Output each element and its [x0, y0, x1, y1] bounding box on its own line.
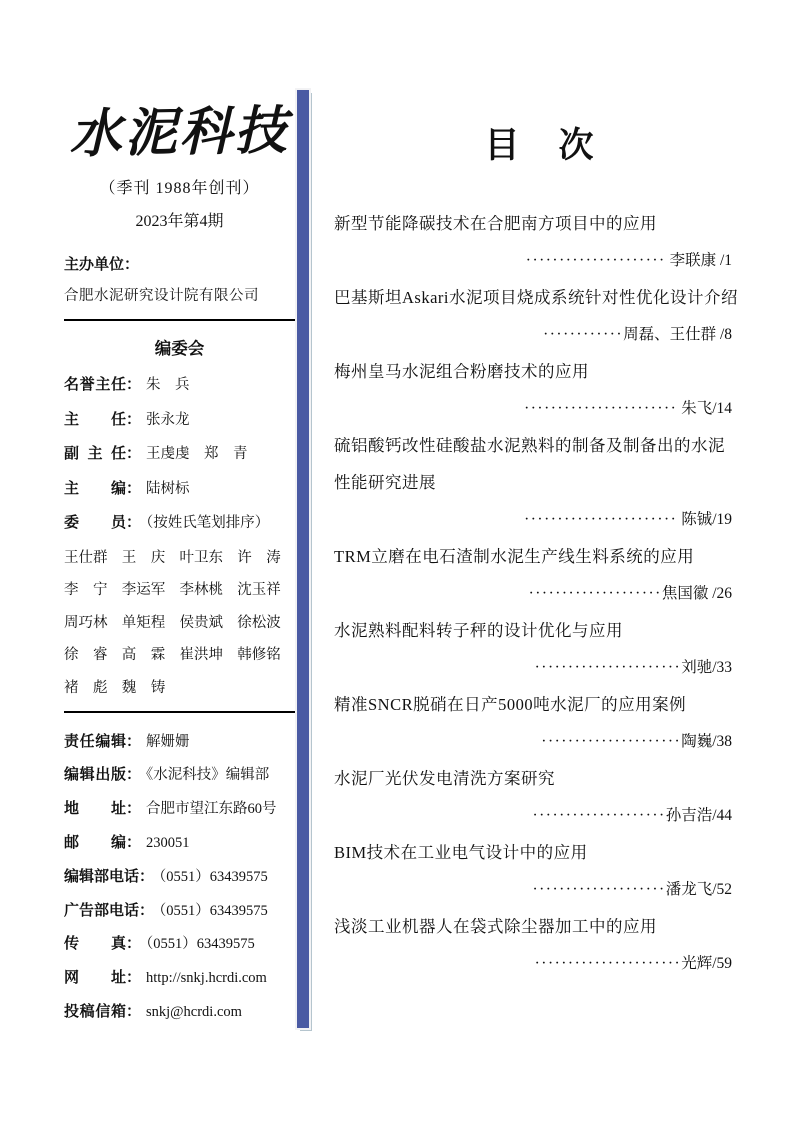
- toc-entry-author-page: 刘驰/33: [681, 659, 732, 676]
- board-row: [64, 511, 295, 532]
- publication-row-label: 广告部电话: [64, 901, 140, 919]
- publication-row: [64, 966, 295, 987]
- toc-entry: [334, 686, 746, 760]
- toc-entry-author-page: 潘龙飞/52: [665, 881, 732, 898]
- board-row: [64, 477, 295, 498]
- member-row: [64, 546, 295, 567]
- board-row-colon: ：: [126, 410, 142, 428]
- member-row: [64, 611, 295, 632]
- toc-entry-author-page: 李联康 /1: [665, 252, 732, 269]
- publication-row-colon: ：: [139, 901, 155, 919]
- member-name: 徐 睿: [64, 647, 108, 664]
- board-row-label: 委员: [64, 514, 126, 532]
- vertical-divider-bar: [297, 90, 309, 1028]
- board-row-colon: ：: [126, 514, 142, 532]
- journal-subtitle: （季刊 1988年创刊）: [99, 180, 260, 198]
- toc-entry: [334, 279, 746, 353]
- member-name: 王 庆: [121, 549, 166, 566]
- member-name: 沈玉祥: [237, 582, 281, 599]
- publication-row-colon: ：: [139, 867, 155, 885]
- toc-entry-title: TRM立磨在电石渣制水泥生产线生料系统的应用: [334, 547, 695, 566]
- sponsor-name: 合肥水泥研究设计院有限公司: [64, 288, 259, 305]
- toc-entry: [334, 612, 746, 686]
- toc-dot-leader: ············: [543, 326, 624, 343]
- publication-row-colon: ：: [126, 800, 142, 818]
- board-row-colon: ：: [126, 479, 142, 497]
- publication-row-value: 合肥市望江东路60号: [146, 801, 277, 818]
- toc-dot-leader: ·······················: [524, 400, 678, 417]
- toc-entry-title: 水泥熟料配料转子秤的设计优化与应用: [334, 621, 623, 640]
- publication-row-label: 传真: [64, 935, 126, 953]
- board-row-value: （按姓氏笔划排序）: [146, 515, 270, 532]
- publication-row-value: 解姗姗: [146, 733, 190, 750]
- member-name: 褚 彪: [64, 679, 108, 696]
- toc-entry-author-line: [334, 649, 746, 686]
- publication-row-colon: ：: [126, 969, 142, 987]
- toc-title: 目 次: [484, 126, 596, 165]
- member-row: [64, 676, 295, 697]
- toc-entry-title: 梅州皇马水泥组合粉磨技术的应用: [334, 362, 589, 381]
- toc-entry: [334, 908, 746, 982]
- toc-dot-leader: ····················: [532, 807, 666, 824]
- toc-entry-author-page: 朱飞/14: [677, 400, 732, 417]
- publication-row-label: 编辑部电话: [64, 867, 140, 885]
- toc-entry-title: 性能研究进展: [334, 473, 436, 492]
- publication-row: [64, 763, 295, 784]
- toc-entry-title: 水泥厂光伏发电清洗方案研究: [334, 769, 555, 788]
- toc-list: [334, 205, 746, 982]
- toc-entry-title: 硫铝酸钙改性硅酸盐水泥熟料的制备及制备出的水泥: [334, 436, 725, 455]
- publication-row: [64, 1000, 295, 1021]
- toc-entry-title: BIM技术在工业电气设计中的应用: [334, 843, 588, 862]
- board-member-grid: [64, 546, 295, 697]
- member-name: 叶卫东: [179, 549, 223, 566]
- publication-row-value: （0551）63439575: [159, 868, 268, 885]
- toc-entry-author-line: [334, 797, 746, 834]
- toc-dot-leader: ·····················: [525, 252, 666, 269]
- publication-row-colon: ：: [126, 766, 142, 784]
- toc-entry-author-page: 陶巍/38: [681, 733, 732, 750]
- publication-row-value: （0551）63439575: [146, 936, 255, 953]
- member-name: 许 涛: [237, 549, 281, 566]
- sponsor-label-colon: ：: [124, 256, 140, 274]
- divider-rule-bottom: [64, 711, 295, 713]
- publication-row: [64, 831, 295, 852]
- publication-row-colon: ：: [126, 935, 142, 953]
- toc-entry: [334, 834, 746, 908]
- toc-entry-author-line: [334, 316, 746, 353]
- toc-entry: [334, 205, 746, 279]
- publication-row-label: 地址: [64, 800, 126, 818]
- board-row-value: 王虔虔 郑 青: [146, 446, 248, 463]
- toc-dot-leader: ·······················: [524, 511, 678, 528]
- toc-entry-author-line: [334, 723, 746, 760]
- board-row-colon: ：: [126, 445, 142, 463]
- publication-row-colon: ：: [126, 1003, 142, 1021]
- toc-entry-author-line: [334, 390, 746, 427]
- editorial-board-rows: [64, 373, 295, 532]
- member-row: [64, 643, 295, 664]
- publication-row: [64, 730, 295, 751]
- toc-entry-author-line: [334, 945, 746, 982]
- publication-row-label: 编辑出版: [64, 766, 126, 784]
- publication-row-value: snkj@hcrdi.com: [146, 1004, 242, 1021]
- toc-entry-author-page: 陈铖/19: [677, 511, 732, 528]
- board-row-label: 名誉主任: [64, 376, 126, 394]
- board-row-label: 主任: [64, 410, 126, 428]
- journal-issue: 2023年第4期: [135, 213, 224, 231]
- member-name: 单矩程: [121, 614, 166, 631]
- toc-entry-author-page: 孙吉浩/44: [665, 807, 732, 824]
- member-name: 崔洪坤: [179, 647, 223, 664]
- publication-row-value: （0551）63439575: [159, 902, 268, 919]
- member-name: 侯贵斌: [179, 614, 223, 631]
- sponsor-label-text: 主办单位: [64, 256, 125, 274]
- member-name: 徐松波: [237, 614, 281, 631]
- toc-entry-author-page: 周磊、王仕群 /8: [623, 326, 732, 343]
- board-row: [64, 373, 295, 394]
- toc-dot-leader: ····················: [532, 881, 666, 898]
- board-row: [64, 442, 295, 463]
- member-name: 韩修铭: [237, 647, 281, 664]
- toc-entry: [334, 427, 746, 538]
- publication-row: [64, 865, 295, 886]
- toc-dot-leader: ····················: [528, 585, 662, 602]
- member-name: 魏 铸: [121, 679, 166, 696]
- toc-entry-author-line: [334, 871, 746, 908]
- toc-entry: [334, 353, 746, 427]
- publication-info-rows: [64, 730, 295, 1021]
- board-row-label: 副主任: [64, 445, 126, 463]
- member-row: [64, 578, 295, 599]
- publication-row: [64, 932, 295, 953]
- editorial-board-title: 编委会: [154, 340, 205, 359]
- publication-row-value: 《水泥科技》编辑部: [146, 767, 270, 784]
- sponsor-label: [64, 253, 295, 274]
- member-name: 李林桃: [179, 582, 223, 599]
- member-name: 李运军: [121, 582, 166, 599]
- publication-row-label: 投稿信箱: [64, 1003, 126, 1021]
- publication-row-label: 责任编辑: [64, 732, 126, 750]
- board-row-value: 张永龙: [146, 411, 190, 428]
- member-name: 王仕群: [64, 549, 108, 566]
- toc-entry-title: 新型节能降碳技术在合肥南方项目中的应用: [334, 214, 657, 233]
- board-row-label: 主编: [64, 479, 126, 497]
- toc-entry-title: 浅淡工业机器人在袋式除尘器加工中的应用: [334, 917, 657, 936]
- publication-row-label: 邮编: [64, 834, 126, 852]
- publication-row: [64, 899, 295, 920]
- publication-row-value: http://snkj.hcrdi.com: [146, 970, 267, 987]
- board-row-value: 朱 兵: [146, 377, 190, 394]
- member-name: 高 霖: [121, 647, 166, 664]
- board-row: [64, 408, 295, 429]
- toc-entry-title: 巴基斯坦Askari水泥项目烧成系统针对性优化设计介绍: [334, 288, 738, 307]
- member-name: 周巧林: [64, 614, 108, 631]
- journal-title: 水泥科技: [68, 100, 291, 165]
- left-column: [64, 100, 295, 1034]
- divider-rule-top: [64, 319, 295, 321]
- publication-row: [64, 797, 295, 818]
- toc-dot-leader: ······················: [534, 659, 682, 676]
- toc-entry-author-line: [334, 501, 746, 538]
- toc-entry-author-page: 光辉/59: [681, 955, 732, 972]
- toc-entry-title: 精准SNCR脱硝在日产5000吨水泥厂的应用案例: [334, 695, 687, 714]
- publication-row-value: 230051: [146, 835, 190, 852]
- publication-row-label: 网址: [64, 969, 126, 987]
- publication-row-colon: ：: [126, 834, 142, 852]
- toc-entry-author-line: [334, 242, 746, 279]
- toc-dot-leader: ·····················: [541, 733, 682, 750]
- member-name: 李 宁: [64, 582, 108, 599]
- toc-entry-author-line: [334, 575, 746, 612]
- toc-entry: [334, 760, 746, 834]
- toc-entry: [334, 538, 746, 612]
- publication-row-colon: ：: [126, 732, 142, 750]
- board-row-colon: ：: [126, 376, 142, 394]
- toc-entry-author-page: 焦国徽 /26: [661, 585, 732, 602]
- toc-dot-leader: ······················: [534, 955, 682, 972]
- board-row-value: 陆树标: [146, 480, 190, 497]
